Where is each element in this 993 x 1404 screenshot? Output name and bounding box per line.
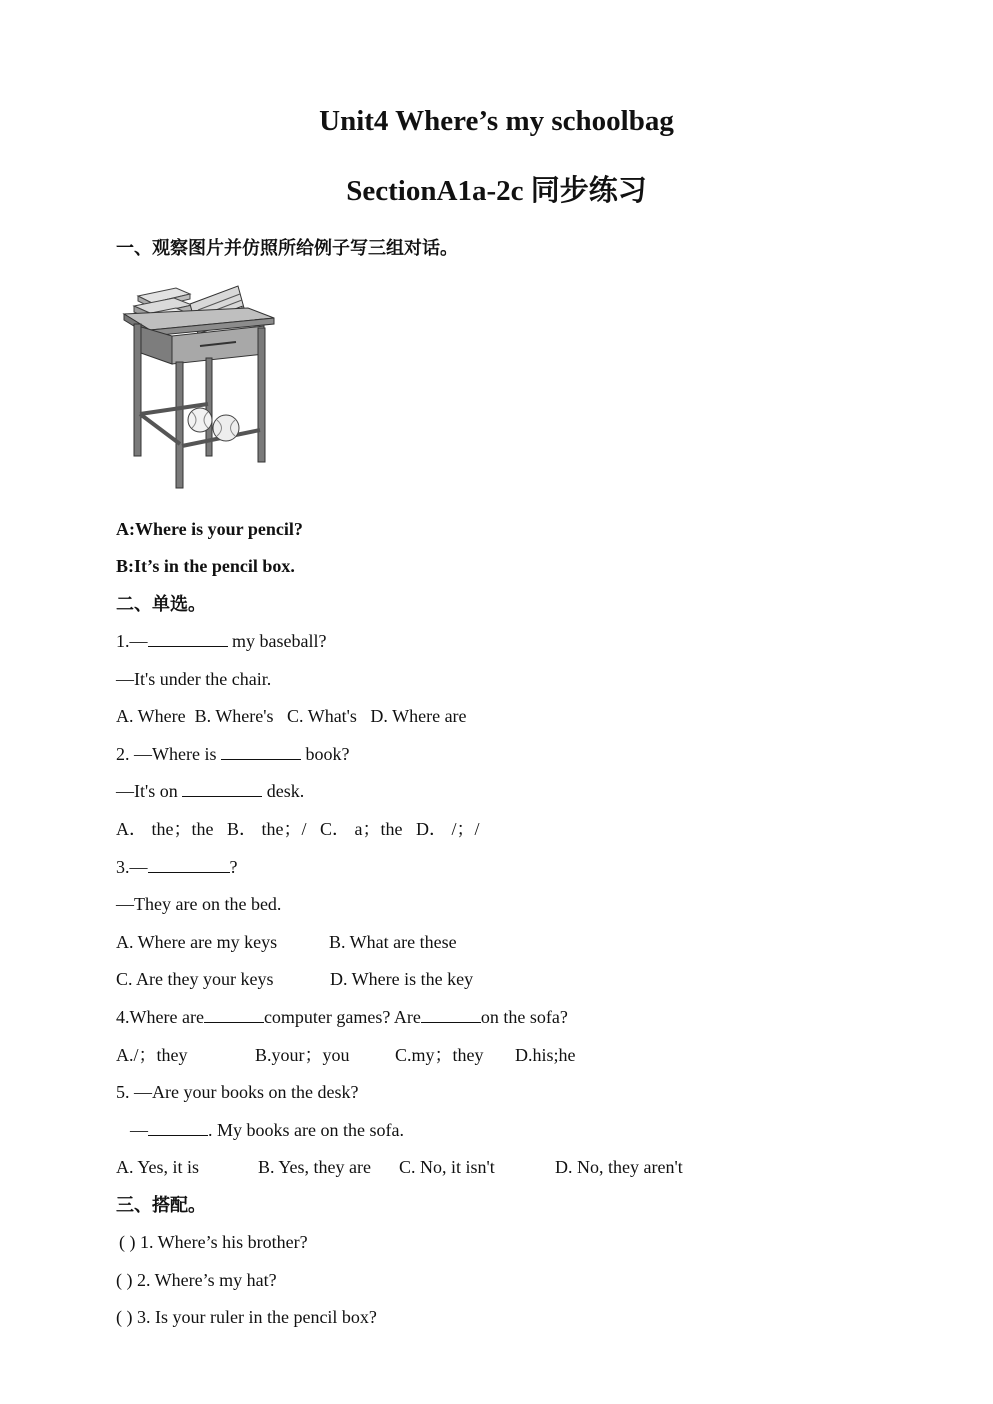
question-3 [116, 856, 238, 878]
q4-part2: computer games? Are [263, 1007, 421, 1027]
q2-options: A． the；the B． the；/ C． a；the D． /；/ [116, 819, 480, 839]
q2-answer-prefix: —It's on [116, 781, 183, 801]
q4-part3: on the sofa? [480, 1007, 568, 1027]
section3-heading: 三、搭配。 [116, 1195, 206, 1215]
question-2 [116, 743, 349, 765]
q3-option-a: A. Where are my keys [116, 932, 278, 952]
desk-with-books-and-baseballs-illustration [118, 278, 280, 490]
q5-option-a: A. Yes, it is [116, 1157, 200, 1177]
q2-blank-1[interactable] [221, 743, 301, 760]
q2-prefix: 2. —Where is [116, 744, 221, 764]
q5-option-b: B. Yes, they are [258, 1157, 371, 1177]
q3-option-b: B. What are these [329, 932, 457, 952]
q5-option-c: C. No, it isn't [399, 1157, 495, 1177]
worksheet-title: Unit4 Where’s my schoolbag [319, 105, 674, 137]
q4-option-a: A./；they [116, 1045, 188, 1065]
example-line-b: B:It’s in the pencil box. [116, 556, 295, 576]
q5-blank[interactable] [148, 1119, 208, 1136]
question-1 [116, 630, 326, 652]
q4-part1: 4.Where are [116, 1007, 204, 1027]
question-5: 5. —Are your books on the desk? [116, 1082, 359, 1102]
q3-option-d: D. Where is the key [330, 969, 474, 989]
q5-answer-suffix: . My books are on the sofa. [208, 1120, 404, 1140]
q1-suffix: my baseball? [227, 631, 327, 651]
q4-option-c: C.my；they [395, 1045, 484, 1065]
q3-suffix: ? [229, 857, 238, 877]
worksheet-subtitle: SectionA1a-2c 同步练习 [346, 175, 647, 207]
q4-blank-1[interactable] [204, 1006, 264, 1023]
q1-blank[interactable] [148, 630, 228, 647]
q4-blank-2[interactable] [421, 1006, 481, 1023]
q2-answer-line [116, 780, 304, 802]
q4-option-d: D.his;he [515, 1045, 576, 1065]
q3-option-c: C. Are they your keys [116, 969, 274, 989]
q1-answer-line: —It's under the chair. [116, 669, 272, 689]
q4-option-b: B.your；you [255, 1045, 350, 1065]
q2-answer-suffix: desk. [262, 781, 305, 801]
q2-blank-2[interactable] [182, 780, 262, 797]
q5-option-d: D. No, they aren't [555, 1157, 683, 1177]
section2-heading: 二、单选。 [116, 594, 206, 614]
q5-answer-prefix: — [130, 1120, 148, 1140]
question-4 [116, 1006, 568, 1028]
q2-suffix: book? [300, 744, 350, 764]
match-item-1: ( ) 1. Where’s his brother? [119, 1232, 308, 1252]
section1-heading: 一、观察图片并仿照所给例子写三组对话。 [116, 238, 458, 258]
match-item-3: ( ) 3. Is your ruler in the pencil box? [116, 1307, 377, 1327]
match-item-2: ( ) 2. Where’s my hat? [116, 1270, 277, 1290]
q5-answer-line [130, 1119, 404, 1141]
q1-prefix: 1.— [116, 631, 148, 651]
example-line-a: A:Where is your pencil? [116, 519, 303, 539]
q3-blank[interactable] [148, 856, 230, 873]
q1-options: A. Where B. Where's C. What's D. Where are [116, 706, 467, 726]
q3-answer-line: —They are on the bed. [116, 894, 282, 914]
q3-prefix: 3.— [116, 857, 148, 877]
